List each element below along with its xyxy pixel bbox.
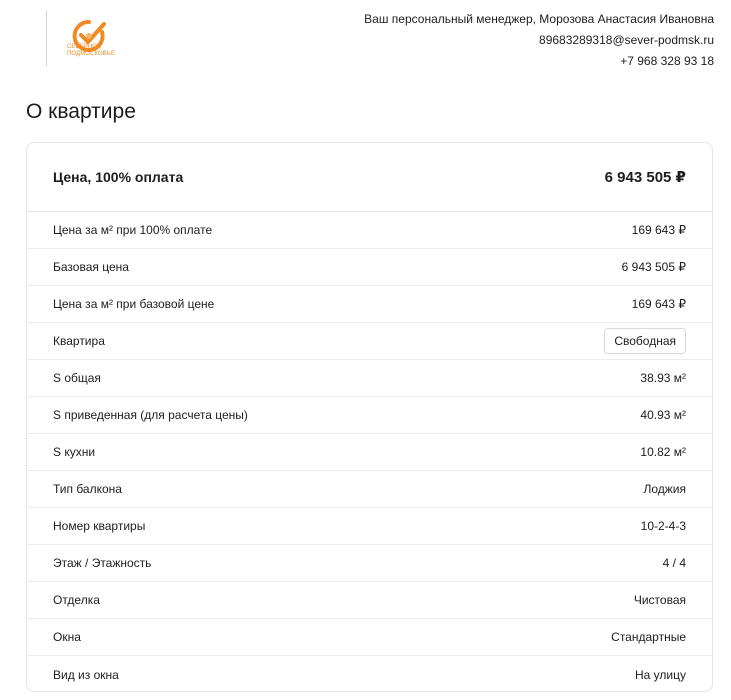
manager-phone[interactable]: +7 968 328 93 18: [620, 54, 714, 68]
detail-value: 4 / 4: [662, 556, 686, 570]
status-badge: Свободная: [604, 328, 686, 354]
detail-value: 38.93 м²: [640, 371, 686, 385]
detail-label: S кухни: [53, 445, 96, 459]
detail-row: [27, 249, 712, 286]
detail-row: [27, 508, 712, 545]
detail-row: [27, 212, 712, 249]
detail-row: [27, 471, 712, 508]
detail-value: На улицу: [635, 667, 686, 682]
detail-label: S общая: [53, 371, 101, 385]
detail-row: [27, 656, 712, 692]
price-row: [27, 143, 712, 212]
price-label: Цена, 100% оплата: [53, 169, 184, 185]
detail-label: Тип балкона: [53, 482, 122, 496]
detail-label: S приведенная (для расчета цены): [53, 408, 248, 422]
detail-value: Лоджия: [643, 482, 686, 496]
manager-email[interactable]: 89683289318@sever-podmsk.ru: [539, 33, 714, 47]
detail-label: Этаж / Этажность: [53, 556, 152, 570]
section-title: О квартире: [26, 100, 136, 123]
detail-label: Квартира: [53, 334, 105, 348]
apartment-details-card: [26, 142, 713, 692]
detail-row: [27, 397, 712, 434]
detail-value: Стандартные: [611, 630, 686, 644]
detail-label: Номер квартиры: [53, 519, 146, 533]
detail-row: [27, 582, 712, 619]
price-value: 6 943 505 ₽: [604, 169, 686, 186]
detail-value: Чистовая: [633, 593, 686, 607]
detail-row: [27, 434, 712, 471]
brand-logo-line: СЕВЕРНОЕ: [67, 44, 102, 50]
header-divider: [46, 10, 47, 66]
detail-label: Отделка: [53, 593, 100, 607]
detail-value: 169 643 ₽: [631, 223, 686, 237]
brand-logo-line: ПОДМОСКОВЬЕ: [67, 50, 116, 57]
detail-label: Цена за м² при 100% оплате: [53, 223, 213, 237]
detail-row: [27, 286, 712, 323]
detail-row: [27, 360, 712, 397]
detail-row: [27, 545, 712, 582]
detail-row: [27, 619, 712, 656]
detail-label: Окна: [53, 630, 81, 644]
detail-label: Базовая цена: [53, 260, 129, 274]
detail-value: 6 943 505 ₽: [621, 260, 686, 274]
manager-contact: [364, 9, 714, 72]
detail-label: Цена за м² при базовой цене: [53, 297, 215, 311]
detail-value: 10-2-4-3: [640, 519, 686, 533]
brand-logo-text: [67, 44, 117, 57]
manager-name: Ваш персональный менеджер, Морозова Анастасия Ивановна: [364, 12, 714, 26]
detail-value: 10.82 м²: [640, 445, 686, 459]
detail-row: [27, 323, 712, 360]
detail-value: 169 643 ₽: [631, 297, 686, 311]
detail-value: 40.93 м²: [640, 408, 686, 422]
detail-label: Вид из окна: [53, 667, 119, 682]
